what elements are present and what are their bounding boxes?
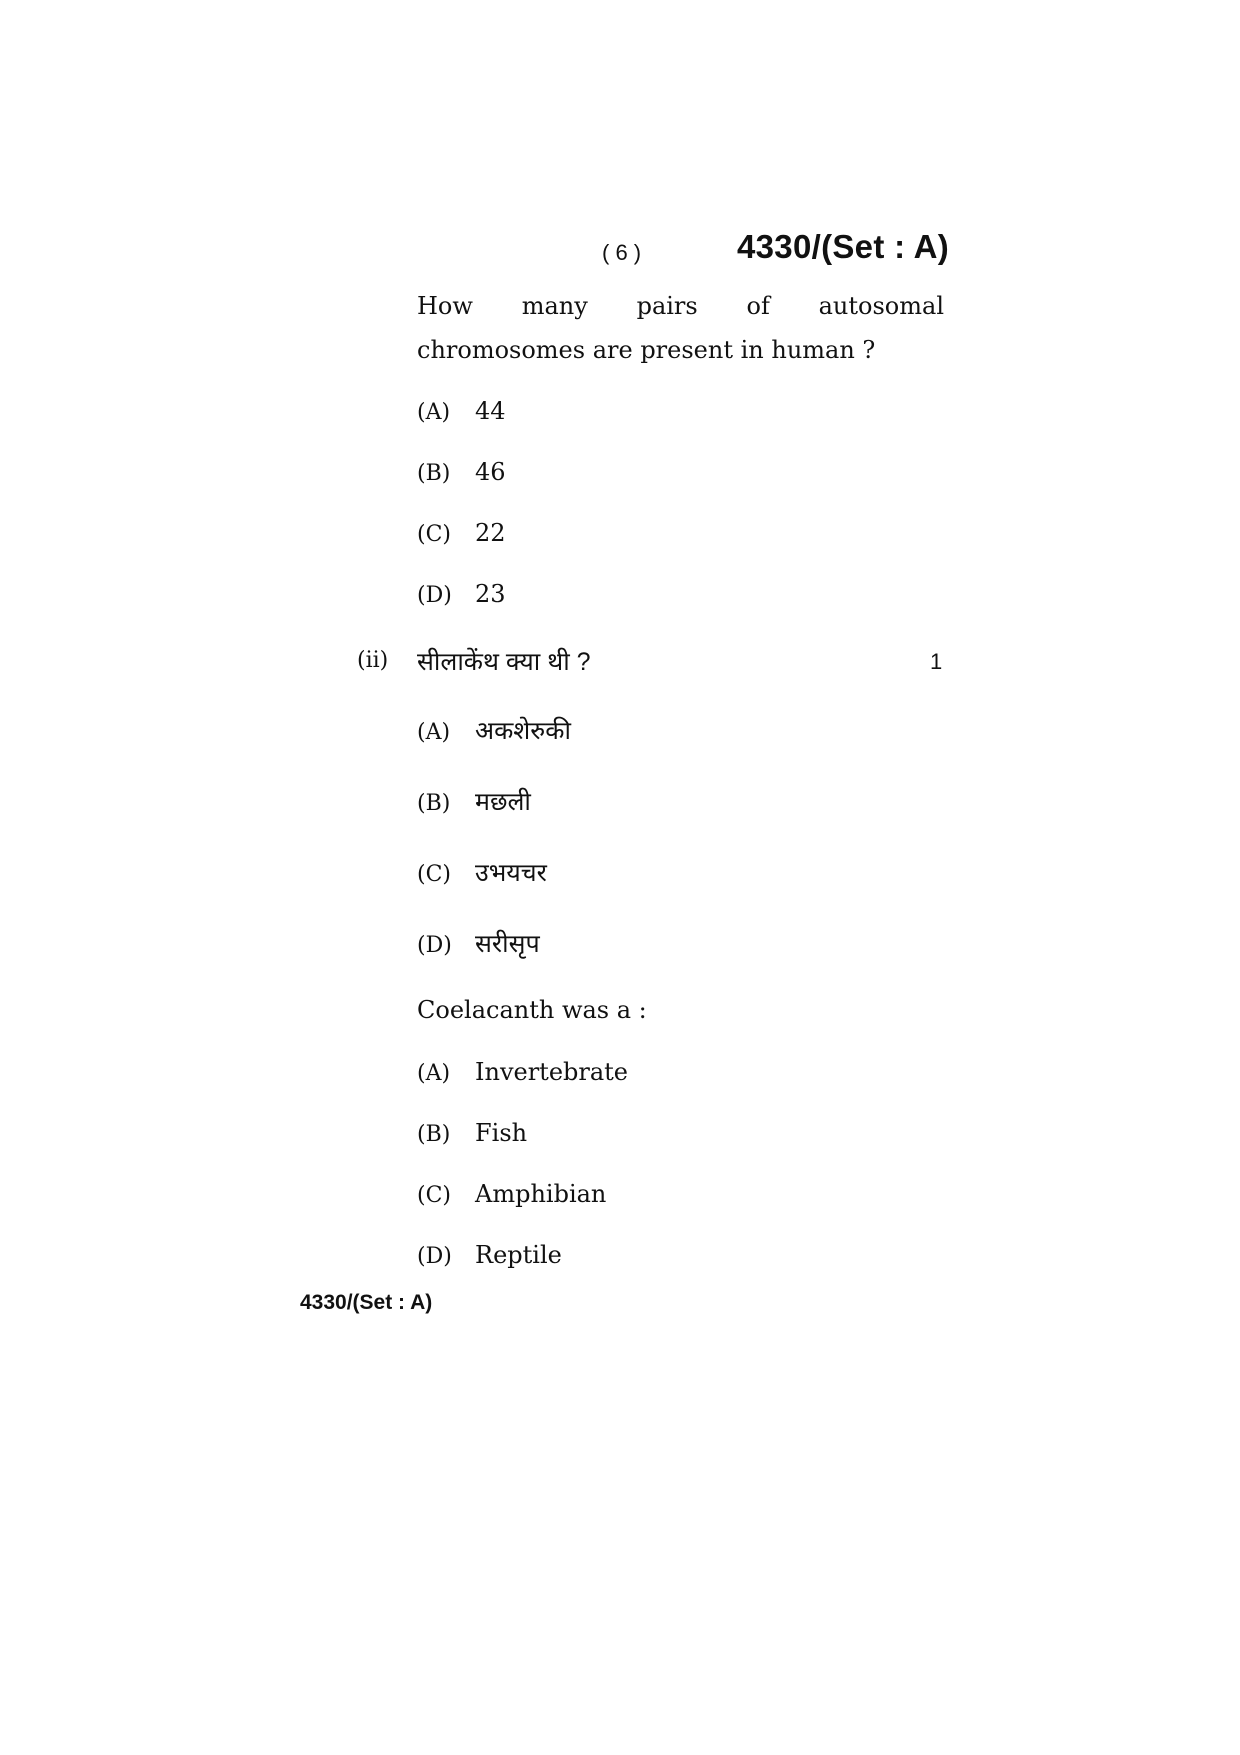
option-text: 44 (475, 397, 506, 425)
question-text-english: Coelacanth was a : (417, 996, 647, 1024)
option-text: 23 (475, 580, 506, 608)
option-text: Invertebrate (475, 1058, 629, 1086)
option-b-english (417, 1119, 527, 1147)
option-text: 22 (475, 519, 506, 547)
question-text-line-2: chromosomes are present in human ? (417, 336, 876, 364)
footer-paper-code: 4330/(Set : A) (300, 1291, 433, 1314)
question-word: How (417, 292, 473, 320)
option-c (417, 519, 506, 547)
question-marks: 1 (930, 649, 943, 674)
option-label: (C) (417, 1183, 451, 1208)
option-text: Fish (475, 1119, 528, 1147)
option-label: (B) (417, 1122, 451, 1147)
option-a-hindi (417, 713, 571, 747)
option-label: (D) (417, 583, 452, 608)
option-text: अकशेरुकी (475, 717, 571, 745)
option-b-hindi (417, 784, 531, 818)
option-label: (A) (417, 400, 451, 425)
question-word: of (746, 292, 770, 320)
option-d-hindi (417, 926, 540, 960)
option-c-english (417, 1180, 606, 1208)
option-a-english (417, 1058, 628, 1086)
option-text: 46 (475, 458, 506, 486)
option-label: (B) (417, 461, 451, 486)
option-label: (D) (417, 933, 452, 958)
option-label: (B) (417, 791, 451, 816)
page-number: ( 6 ) (602, 240, 642, 265)
option-label: (C) (417, 522, 451, 547)
question-word: many (521, 292, 588, 320)
option-c-hindi (417, 855, 547, 889)
option-text: Amphibian (475, 1180, 607, 1208)
option-b (417, 458, 506, 486)
option-text: सरीसृप (475, 930, 540, 958)
option-d (417, 580, 506, 608)
header-paper-code: 4330/(Set : A) (737, 228, 950, 265)
option-label: (C) (417, 862, 451, 887)
question-word: pairs (636, 292, 698, 320)
question-text-hindi: सीलाकेंथ क्या थी ? (417, 648, 591, 676)
option-text: मछली (475, 788, 531, 816)
question-word: autosomal (818, 292, 944, 320)
option-text: Reptile (475, 1241, 562, 1269)
option-label: (A) (417, 720, 451, 745)
question-text-line-1 (417, 292, 944, 320)
option-label: (A) (417, 1061, 451, 1086)
option-d-english (417, 1241, 562, 1269)
option-text: उभयचर (475, 859, 547, 887)
question-number: (ii) (357, 648, 389, 673)
option-a (417, 397, 506, 425)
option-label: (D) (417, 1244, 452, 1269)
